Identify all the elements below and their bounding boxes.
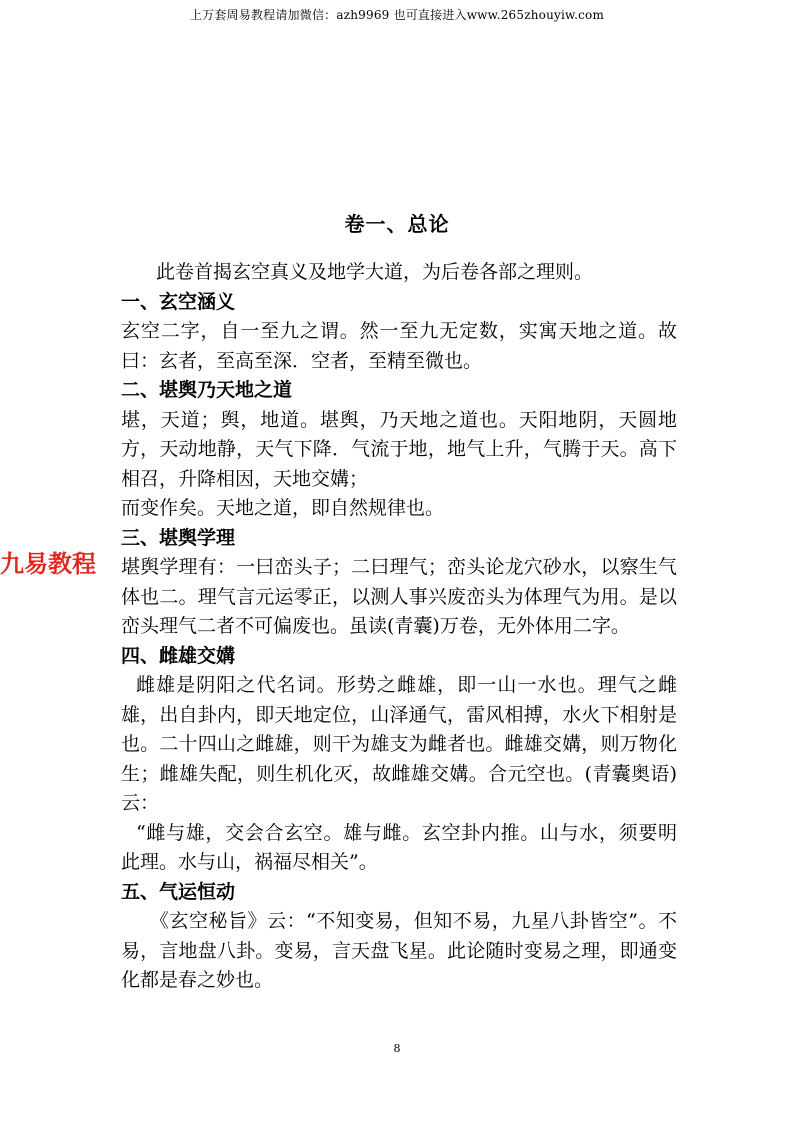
section-3-paragraph-1: 堪舆学理有：一曰峦头子；二曰理气；峦头论龙穴砂水，以察生气体也二。理气言元运零正，以测人事兴废峦头为体理气为用。是以峦头理气二者不可偏废也。虽读(青囊)万卷，无外体用二字。 <box>121 556 677 637</box>
watermark-logo: 九易教程 <box>0 550 96 578</box>
section-heading-5: 五、气运恒动 <box>121 880 236 903</box>
section-heading-4: 四、雌雄交媾 <box>121 644 236 667</box>
section-heading-3: 三、堪舆学理 <box>121 526 236 549</box>
chapter-title: 卷一、总论 <box>344 212 450 236</box>
page-header: 上万套周易教程请加微信：azh9969 也可直接进入www.265zhouyiw.com <box>189 8 605 22</box>
page-number: 8 <box>393 1042 401 1055</box>
document-body <box>121 258 677 996</box>
intro-paragraph: 此卷首揭玄空真义及地学大道，为后卷各部之理则。 <box>156 261 594 283</box>
section-heading-1: 一、玄空涵义 <box>121 290 236 313</box>
section-1-paragraph-1: 玄空二字，自一至九之谓。然一至九无定数，实寓天地之道。故曰：玄者，至高至深．空者，至精至微也。 <box>121 320 677 372</box>
section-4-paragraph-1: 雌雄是阴阳之代名词。形势之雌雄，即一山一水也。理气之雌雄，出自卦内，即天地定位，山泽通气，雷风相搏，水火下相射是也。二十四山之雌雄，则干为雄支为雌者也。雌雄交媾，则万物化生；雌雄失配，则生机化灭，故雌雄交媾。合元空也。(青囊奥语)云： <box>121 674 677 814</box>
section-heading-2: 二、堪舆乃天地之道 <box>121 379 293 401</box>
section-5-paragraph-1: 《玄空秘旨》云：“不知变易，但知不易，九星八卦皆空”。不易，言地盘八卦。变易，言天盘飞星。此论随时变易之理，即通变化都是春之妙也。 <box>121 910 677 991</box>
section-2-paragraph-2: 而变作矣。天地之道，即自然规律也。 <box>121 497 445 519</box>
section-4-quote: “雌与雄，交会合玄空。雄与雌。玄空卦内推。山与水，须要明此理。水与山，祸福尽相关”。 <box>121 821 677 873</box>
section-2-paragraph-1: 堪，天道；舆，地道。堪舆，乃天地之道也。天阳地阴，天圆地方，天动地静，天气下降．气流于地，地气上升，气腾于天。高下相召，升降相因，天地交媾； <box>121 408 677 490</box>
